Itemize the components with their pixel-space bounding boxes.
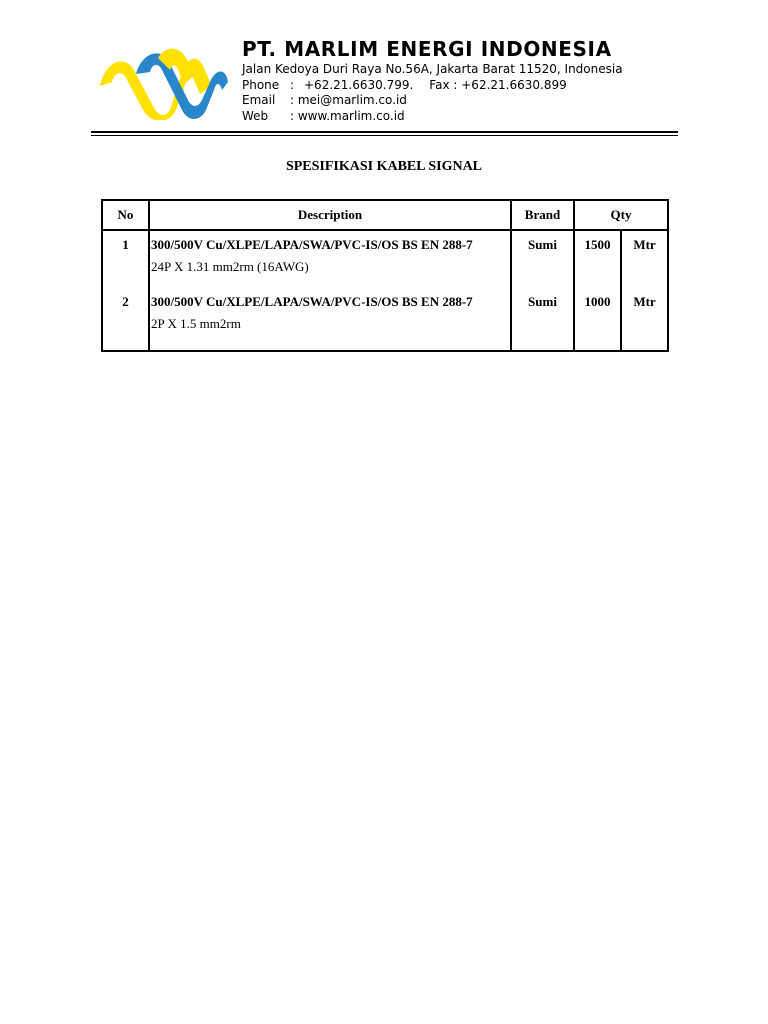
spec-table	[101, 199, 669, 352]
header-divider-thin	[91, 135, 678, 136]
company-logo	[96, 38, 230, 120]
table-row	[102, 294, 668, 351]
table-header-row	[102, 200, 668, 230]
email-line	[242, 93, 623, 109]
row-description: 300/500V Cu/XLPE/LAPA/SWA/PVC-IS/OS BS EN 288-7	[151, 294, 473, 309]
company-name: PT. MARLIM ENERGI INDONESIA	[242, 37, 612, 61]
table-row	[102, 230, 668, 294]
row-brand: Sumi	[511, 294, 574, 351]
phone-value: +62.21.6630.799.	[304, 77, 414, 92]
row-unit: Mtr	[621, 230, 668, 294]
web-line	[242, 109, 623, 125]
phone-line	[242, 78, 623, 94]
row-detail: 24P X 1.31 mm2rm (16AWG)	[151, 259, 309, 274]
header-divider-thick	[91, 131, 678, 133]
email-value: : mei@marlim.co.id	[290, 93, 407, 107]
row-brand: Sumi	[511, 230, 574, 294]
email-label: Email	[242, 93, 276, 107]
phone-label: Phone	[242, 77, 280, 92]
row-description-cell	[149, 294, 511, 351]
row-unit: Mtr	[621, 294, 668, 351]
row-no: 2	[102, 294, 149, 351]
address-text: Jalan Kedoya Duri Raya No.56A, Jakarta Barat 11520, Indonesia	[242, 62, 623, 76]
address-line	[242, 62, 623, 78]
phone-separator: :	[290, 77, 295, 92]
header-qty: Qty	[574, 200, 668, 230]
header-brand: Brand	[511, 200, 574, 230]
company-info	[242, 36, 623, 124]
web-label: Web	[242, 108, 269, 123]
row-detail: 2P X 1.5 mm2rm	[151, 316, 241, 331]
fax-value: +62.21.6630.899	[461, 77, 567, 92]
web-value: : www.marlim.co.id	[290, 108, 405, 123]
header-no: No	[102, 200, 149, 230]
document-title: SPESIFIKASI KABEL SIGNAL	[285, 159, 483, 174]
row-no: 1	[102, 230, 149, 294]
row-qty: 1500	[574, 230, 621, 294]
fax-label: Fax :	[429, 77, 458, 92]
row-qty: 1000	[574, 294, 621, 351]
row-description-cell	[149, 230, 511, 294]
row-description: 300/500V Cu/XLPE/LAPA/SWA/PVC-IS/OS BS EN 288-7	[151, 237, 473, 252]
header-description: Description	[149, 200, 511, 230]
